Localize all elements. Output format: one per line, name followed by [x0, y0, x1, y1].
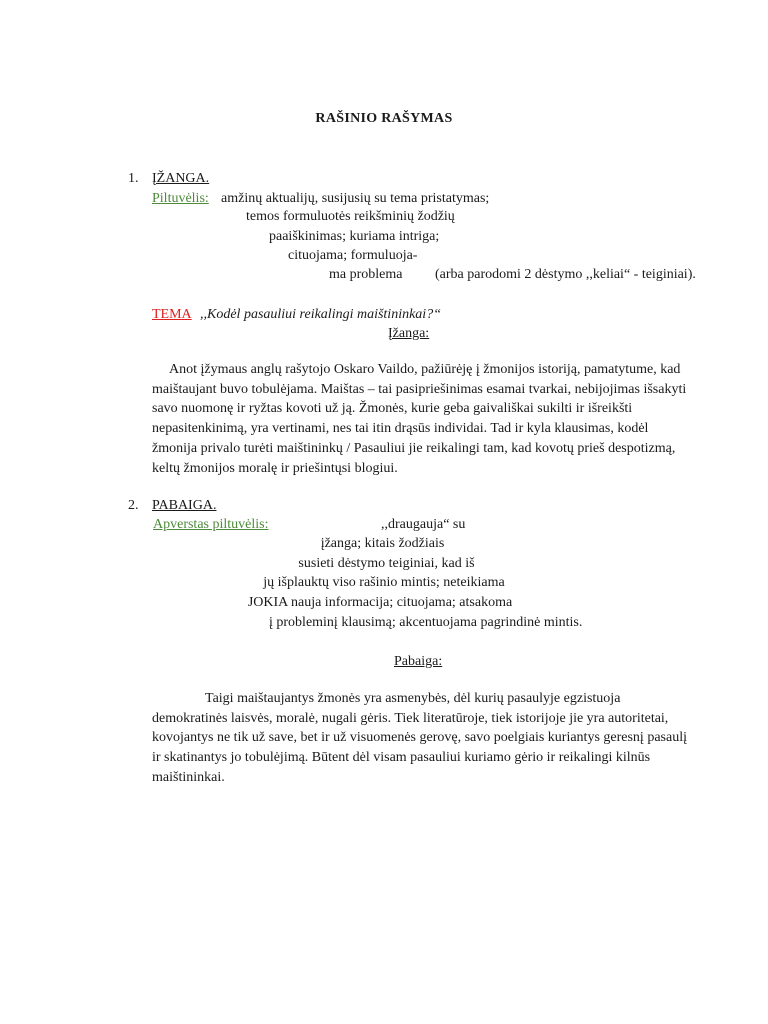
- ending-line-5: maištininkai.: [152, 769, 225, 785]
- funnel-line-2: temos formuluotės reikšminių žodžių: [246, 209, 455, 224]
- intro-line-2: maištaujant buvo tobulėjama. Maištas – tai pasipriešinimas esamai tvarkai, nebijojimas išsakyti: [152, 381, 687, 397]
- funnel-line-5: ma problema: [329, 267, 403, 282]
- inverted-funnel-label: Apverstas piltuvėlis:: [153, 517, 269, 532]
- inverted-funnel-line-6: į probleminį klausimą; akcentuojama pagrindinė mintis.: [269, 615, 583, 630]
- intro-line-4: nepasitenkinimą, yra vertinami, nes tai itin drąsūs individai. Tad ir kyla klausimas, kodėl: [152, 421, 649, 437]
- ending-line-1: Taigi maištaujantys žmonės yra asmenybės, dėl kurių pasaulyje egzistuoja: [205, 691, 621, 706]
- intro-line-3: savo nuomonę ir ryžtas kovoti už ją. Žmonės, kurie geba gaivališkai sukilti ir išreikšti: [152, 401, 633, 417]
- funnel-line-1: amžinų aktualijų, susijusių su tema pristatymas;: [221, 191, 490, 206]
- section-number-2: 2.: [128, 498, 139, 513]
- funnel-line-4: cituojama; formuluoja-: [288, 248, 418, 263]
- inverted-funnel-line-1: ,,draugauja“ su: [381, 517, 466, 532]
- section-heading-ending: PABAIGA.: [152, 498, 217, 513]
- page-title: RAŠINIO RAŠYMAS: [315, 111, 453, 126]
- funnel-line-3: paaiškinimas; kuriama intriga;: [269, 229, 440, 244]
- inverted-funnel-line-4: jų išplauktų viso rašinio mintis; neteikiama: [263, 575, 505, 590]
- section-heading-intro: ĮŽANGA.: [152, 171, 210, 186]
- topic-label: TEMA: [152, 307, 192, 322]
- inverted-funnel-line-2: įžanga; kitais žodžiais: [320, 536, 445, 551]
- intro-paragraph: [152, 360, 732, 478]
- inverted-funnel-line-5: JOKIA nauja informacija; cituojama; atsakoma: [247, 595, 513, 610]
- funnel-label: Piltuvėlis:: [152, 191, 209, 206]
- ending-paragraph: [152, 689, 732, 788]
- intro-line-5: žmonija privalo turėti maištininkų / Pasauliui jie reikalingi tam, kad kovotų prieš despotizmą,: [152, 440, 676, 456]
- section-number-1: 1.: [128, 171, 139, 186]
- ending-heading: Pabaiga:: [394, 654, 443, 669]
- ending-line-2: demokratinės laisvės, moralė, nugali gėris. Tiek literatūroje, tiek istorijoje jie yra autoritetai,: [152, 710, 669, 726]
- topic-text: ,,Kodėl pasauliui reikalingi maištininkai?“: [200, 307, 441, 322]
- funnel-line-6: (arba parodomi 2 dėstymo ,,keliai“ - teiginiai).: [435, 267, 696, 282]
- inverted-funnel-line-3: susieti dėstymo teiginiai, kad iš: [298, 556, 475, 571]
- ending-line-4: ir skatinantys jo tobulėjimą. Būtent dėl visam pasauliui kuriamo gėrio ir reikalingi kilnūs: [152, 750, 651, 766]
- intro-heading: Įžanga:: [388, 326, 430, 341]
- intro-line-1: Anot įžymaus anglų rašytojo Oskaro Vaildo, pažiūrėję į žmonijos istoriją, pamatytume, kad: [169, 362, 681, 377]
- ending-line-3: kovojantys ne tik už save, bet ir už visuomenės gerovę, savo poelgiais kuriantys geresnį pasaulį: [152, 730, 687, 746]
- intro-line-6: keltų žmonijos moralę ir priešintųsi blogiui.: [152, 460, 398, 476]
